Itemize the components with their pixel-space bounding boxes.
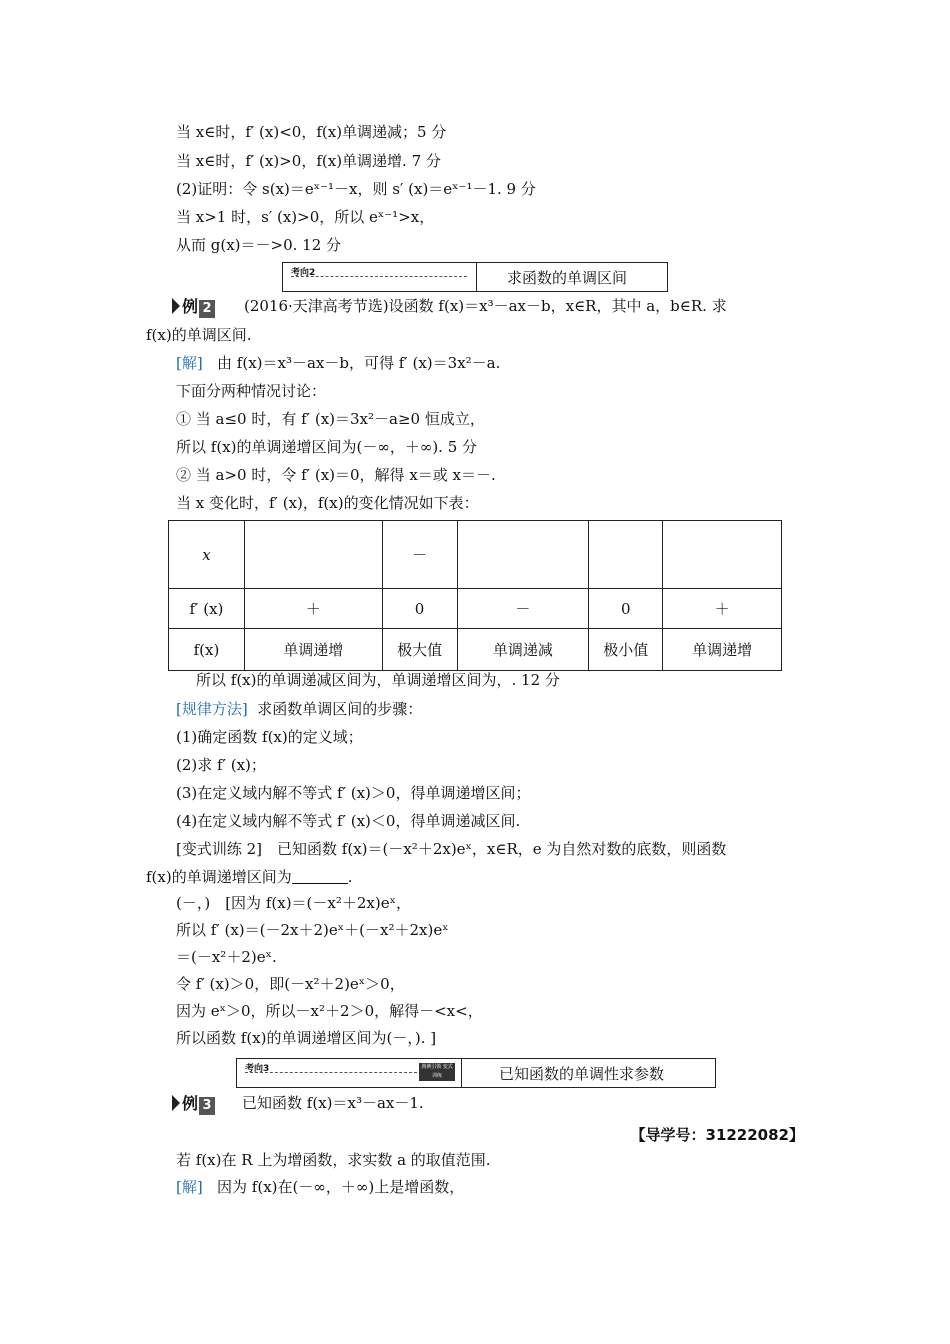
text-line: 当 x∈时，f′ (x)<0，f(x)单调递减；5 分 <box>176 123 447 141</box>
text-line: (2)求 f′ (x)； <box>176 756 266 774</box>
solution-tag: [解] <box>176 354 203 372</box>
table-cell: 极小值 <box>589 629 663 671</box>
text-line: [变式训练 2] 已知函数 f(x)＝(－x²＋2x)eˣ，x∈R，e 为自然对数的底数，则函数 <box>176 840 727 858</box>
banner-title: 已知函数的单调性求参数 <box>499 1065 665 1083</box>
table-cell <box>457 521 589 589</box>
text-line: 已知函数 f(x)＝x³－ax－1. <box>242 1094 424 1112</box>
triangle-icon <box>172 1095 180 1111</box>
text-line: (4)在定义域内解不等式 f′ (x)＜0，得单调递减区间. <box>176 812 521 830</box>
banner-divider <box>476 263 477 291</box>
text-line: 若 f(x)在 R 上为增函数，求实数 a 的取值范围. <box>176 1151 491 1169</box>
table-cell: － <box>382 521 457 589</box>
table-cell: f′ (x) <box>169 589 245 629</box>
text-line: 所以 f(x)的单调递增区间为(－∞，＋∞). 5 分 <box>176 438 478 456</box>
table-cell <box>589 521 663 589</box>
banner-mini-label: 典例引领 变式训练 <box>419 1063 455 1081</box>
table-cell: ＋ <box>244 589 382 629</box>
solution-tag: [解] <box>176 1178 203 1196</box>
banner-dash <box>291 276 467 277</box>
table-cell <box>244 521 382 589</box>
text-line: 从而 g(x)＝－>0. 12 分 <box>176 236 342 254</box>
text-line: (－，) [因为 f(x)＝(－x²＋2x)eˣ， <box>176 894 411 912</box>
method-tag: [规律方法] <box>176 700 248 718</box>
table-cell: 单调递增 <box>663 629 782 671</box>
table-cell: 极大值 <box>382 629 457 671</box>
triangle-icon <box>172 298 180 314</box>
table-row <box>169 629 782 671</box>
banner-title: 求函数的单调区间 <box>507 269 628 287</box>
table-cell <box>663 521 782 589</box>
text-line: (3)在定义域内解不等式 f′ (x)＞0，得单调递增区间； <box>176 784 531 802</box>
banner-tag: 考向3 <box>245 1064 270 1074</box>
text-line: 当 x 变化时，f′ (x)，f(x)的变化情况如下表： <box>176 494 479 512</box>
table-cell: ＋ <box>663 589 782 629</box>
text-line: 下面分两种情况讨论： <box>176 382 327 400</box>
text-line: 当 x>1 时，s′ (x)>0，所以 eˣ⁻¹>x， <box>176 208 435 226</box>
solution-line: [解] 因为 f(x)在(－∞，＋∞)上是增函数， <box>176 1178 465 1196</box>
table-cell: 0 <box>589 589 663 629</box>
solution-line: [解] 由 f(x)＝x³－ax－b，可得 f′ (x)＝3x²－a. <box>176 354 501 372</box>
method-line: [规律方法] 求函数单调区间的步骤： <box>176 700 423 718</box>
text-line: 所以 f(x)的单调递减区间为，单调递增区间为，. 12 分 <box>196 671 560 689</box>
answer-line: f(x)的单调递增区间为 . <box>146 868 353 886</box>
text-line: 令 f′ (x)＞0，即(－x²＋2)eˣ＞0， <box>176 975 405 993</box>
example-label-3: 例 3 <box>172 1091 215 1115</box>
banner-divider <box>461 1059 462 1087</box>
table-cell: 单调递增 <box>244 629 382 671</box>
section-banner-2 <box>282 262 668 292</box>
table-cell: x <box>169 521 245 589</box>
variation-table <box>168 520 782 671</box>
text-line: (2016·天津高考节选)设函数 f(x)＝x³－ax－b，x∈R，其中 a，b∈R. 求 <box>244 297 727 315</box>
section-banner-3 <box>236 1058 716 1088</box>
example-number: 3 <box>199 1097 215 1115</box>
table-cell: － <box>457 589 589 629</box>
text-line: 因为 eˣ＞0，所以－x²＋2＞0，解得－<x<， <box>176 1002 483 1020</box>
text-line: (2)证明：令 s(x)＝eˣ⁻¹－x，则 s′ (x)＝eˣ⁻¹－1. 9 分 <box>176 180 536 198</box>
text-line: 所以函数 f(x)的单调递增区间为(－，). ] <box>176 1029 437 1047</box>
text-line: ② 当 a>0 时，令 f′ (x)＝0，解得 x＝或 x＝－. <box>176 466 496 484</box>
example-number: 2 <box>199 300 215 318</box>
table-cell: 单调递减 <box>457 629 589 671</box>
guide-number: 【导学号：31222082】 <box>630 1126 804 1144</box>
text-line: 所以 f′ (x)＝(－2x＋2)eˣ＋(－x²＋2x)eˣ <box>176 921 449 939</box>
table-cell: f(x) <box>169 629 245 671</box>
table-row <box>169 521 782 589</box>
banner-tag: 考向2 <box>291 268 316 278</box>
text-line: ① 当 a≤0 时，有 f′ (x)＝3x²－a≥0 恒成立， <box>176 410 485 428</box>
text-line: 当 x∈时，f′ (x)>0，f(x)单调递增. 7 分 <box>176 152 441 170</box>
answer-blank <box>292 869 348 884</box>
banner-dash <box>245 1072 417 1073</box>
text-line: f(x)的单调区间. <box>146 326 252 344</box>
text-line: (1)确定函数 f(x)的定义域； <box>176 728 363 746</box>
table-cell: 0 <box>382 589 457 629</box>
table-row <box>169 589 782 629</box>
text-line: ＝(－x²＋2)eˣ. <box>176 948 277 966</box>
example-label-2: 例 2 <box>172 294 215 318</box>
